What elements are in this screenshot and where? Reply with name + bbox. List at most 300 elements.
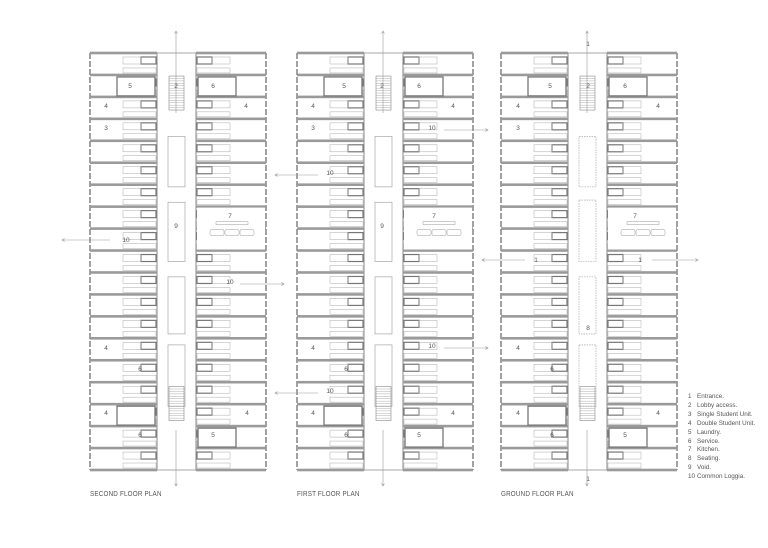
room-label: 4 xyxy=(516,345,520,352)
room-label: 3 xyxy=(311,125,315,132)
room-label: 5 xyxy=(548,83,552,90)
legend-number: 9 xyxy=(688,464,692,472)
desk xyxy=(330,287,363,292)
party-wall xyxy=(196,52,266,55)
desk xyxy=(123,200,156,205)
wardrobe xyxy=(212,145,230,152)
wardrobe xyxy=(419,255,437,262)
desk xyxy=(197,287,230,292)
legend-item xyxy=(688,464,755,473)
wardrobe xyxy=(123,276,141,283)
wardrobe xyxy=(330,276,348,283)
wardrobe xyxy=(123,189,141,196)
desk xyxy=(608,156,641,161)
legend-item xyxy=(688,429,755,438)
desk xyxy=(330,134,363,139)
second-floor-plan-title: SECOND FLOOR PLAN xyxy=(90,491,162,498)
wardrobe xyxy=(419,145,437,152)
desk xyxy=(608,309,641,314)
bathroom-pod xyxy=(141,452,156,459)
wardrobe xyxy=(212,408,230,415)
legend-item xyxy=(688,411,755,420)
bathroom-pod xyxy=(348,123,363,130)
party-wall xyxy=(403,359,473,362)
bathroom-pod xyxy=(141,342,156,349)
desk xyxy=(534,397,567,402)
desk xyxy=(330,244,363,249)
kitchen-area xyxy=(404,208,472,250)
legend-label: Double Student Unit. xyxy=(697,419,756,427)
void xyxy=(375,277,392,334)
bathroom-pod xyxy=(348,233,363,240)
wardrobe xyxy=(534,189,552,196)
room-label: 6 xyxy=(417,83,421,90)
party-wall xyxy=(403,139,473,142)
bathroom-pod xyxy=(552,57,567,64)
wardrobe xyxy=(623,342,641,349)
legend-label: Laundry. xyxy=(697,428,722,436)
party-wall xyxy=(501,227,568,230)
party-wall xyxy=(403,403,473,406)
party-wall xyxy=(501,249,568,252)
void xyxy=(375,202,392,261)
desk xyxy=(330,463,363,468)
party-wall xyxy=(196,403,266,406)
bathroom-pod xyxy=(197,189,212,196)
bathroom-pod xyxy=(552,189,567,196)
bathroom-pod xyxy=(348,430,363,437)
wardrobe xyxy=(123,320,141,327)
bathroom-pod xyxy=(197,255,212,262)
bathroom-pod xyxy=(404,276,419,283)
party-wall xyxy=(297,139,364,142)
desk xyxy=(123,222,156,227)
party-wall xyxy=(501,205,568,208)
party-wall xyxy=(196,183,266,186)
room-label: 4 xyxy=(656,103,660,110)
wardrobe xyxy=(534,167,552,174)
wardrobe xyxy=(534,123,552,130)
bathroom-pod xyxy=(197,57,212,64)
room-label: 4 xyxy=(451,103,455,110)
party-wall xyxy=(297,271,364,274)
desk xyxy=(330,68,363,73)
bathroom-pod xyxy=(141,211,156,218)
wardrobe xyxy=(623,276,641,283)
party-wall xyxy=(501,337,568,340)
bathroom-pod xyxy=(552,342,567,349)
party-wall xyxy=(501,381,568,384)
party-wall xyxy=(403,425,473,428)
bathroom-pod xyxy=(552,276,567,283)
wardrobe xyxy=(419,276,437,283)
party-wall xyxy=(196,359,266,362)
desk xyxy=(534,178,567,183)
desk xyxy=(330,222,363,227)
party-wall xyxy=(196,271,266,274)
wardrobe xyxy=(419,298,437,305)
bathroom-pod xyxy=(197,342,212,349)
party-wall xyxy=(607,315,677,318)
wardrobe xyxy=(623,364,641,371)
legend-number: 2 xyxy=(688,401,692,409)
void xyxy=(375,136,392,186)
party-wall xyxy=(607,118,677,121)
room-label: 10 xyxy=(428,125,436,132)
desk xyxy=(123,112,156,117)
desk xyxy=(534,309,567,314)
void xyxy=(375,345,392,406)
bathroom-pod xyxy=(404,167,419,174)
party-wall xyxy=(90,381,157,384)
desk xyxy=(197,68,230,73)
desk xyxy=(197,178,230,183)
bathroom-pod xyxy=(141,123,156,130)
legend-item xyxy=(688,438,755,447)
party-wall xyxy=(607,183,677,186)
party-wall xyxy=(90,359,157,362)
party-wall xyxy=(90,161,157,164)
bathroom-pod xyxy=(348,276,363,283)
desk xyxy=(330,353,363,358)
room-label: 5 xyxy=(623,432,627,439)
service-core xyxy=(198,428,236,447)
bathroom-pod xyxy=(141,167,156,174)
desk xyxy=(197,331,230,336)
bathroom-pod xyxy=(141,233,156,240)
desk xyxy=(197,353,230,358)
party-wall xyxy=(501,161,568,164)
party-wall xyxy=(403,74,473,77)
wardrobe xyxy=(623,189,641,196)
desk xyxy=(404,331,437,336)
room-label: 1 xyxy=(586,41,590,48)
party-wall xyxy=(403,315,473,318)
bathroom-pod xyxy=(141,189,156,196)
wardrobe xyxy=(123,255,141,262)
legend-label: Kitchen. xyxy=(697,446,720,454)
wardrobe xyxy=(123,167,141,174)
room-label: 7 xyxy=(432,213,436,220)
void xyxy=(168,202,185,261)
party-wall xyxy=(403,205,473,208)
desk xyxy=(534,244,567,249)
desk xyxy=(608,287,641,292)
room-label: 9 xyxy=(174,223,178,230)
room-label: 5 xyxy=(128,83,132,90)
legend-item xyxy=(688,446,755,455)
party-wall xyxy=(297,227,364,230)
room-label: 10 xyxy=(326,170,334,177)
service-core xyxy=(198,77,236,96)
party-wall xyxy=(297,74,364,77)
desk xyxy=(404,309,437,314)
wardrobe xyxy=(623,408,641,415)
bathroom-pod xyxy=(197,123,212,130)
wardrobe xyxy=(212,364,230,371)
party-wall xyxy=(403,381,473,384)
party-wall xyxy=(501,403,568,406)
wardrobe xyxy=(123,57,141,64)
party-wall xyxy=(607,139,677,142)
service-core xyxy=(117,406,155,425)
wardrobe xyxy=(330,101,348,108)
wardrobe xyxy=(419,57,437,64)
bathroom-pod xyxy=(197,452,212,459)
bathroom-pod xyxy=(608,342,623,349)
service-core xyxy=(117,77,155,96)
wardrobe xyxy=(330,233,348,240)
bathroom-pod xyxy=(348,167,363,174)
bathroom-pod xyxy=(404,386,419,393)
bathroom-pod xyxy=(348,386,363,393)
desk xyxy=(197,419,230,424)
room-label: 6 xyxy=(344,432,348,439)
room-label: 6 xyxy=(138,366,142,373)
wardrobe xyxy=(330,342,348,349)
wardrobe xyxy=(534,320,552,327)
wardrobe xyxy=(123,145,141,152)
room-label: 10 xyxy=(226,279,234,286)
room-label: 4 xyxy=(516,410,520,417)
room-label: 5 xyxy=(211,432,215,439)
legend xyxy=(688,393,755,482)
bathroom-pod xyxy=(552,386,567,393)
desk xyxy=(197,265,230,270)
room-label: 4 xyxy=(104,345,108,352)
party-wall xyxy=(196,337,266,340)
room-label: 4 xyxy=(311,345,315,352)
desk xyxy=(197,200,230,205)
room-label: 2 xyxy=(174,83,178,90)
desk xyxy=(123,397,156,402)
party-wall xyxy=(196,469,266,472)
party-wall xyxy=(297,381,364,384)
bathroom-pod xyxy=(141,101,156,108)
wardrobe xyxy=(212,123,230,130)
desk xyxy=(404,419,437,424)
party-wall xyxy=(297,118,364,121)
ground-floor-plan xyxy=(501,31,677,486)
desk xyxy=(330,309,363,314)
bathroom-pod xyxy=(404,57,419,64)
room-label: 2 xyxy=(586,83,590,90)
room-label: 5 xyxy=(342,83,346,90)
room-label: 3 xyxy=(516,125,520,132)
bathroom-pod xyxy=(348,255,363,262)
desk xyxy=(404,112,437,117)
desk xyxy=(534,375,567,380)
desk xyxy=(608,397,641,402)
party-wall xyxy=(90,315,157,318)
bathroom-pod xyxy=(404,101,419,108)
party-wall xyxy=(90,52,157,55)
bathroom-pod xyxy=(404,189,419,196)
desk xyxy=(404,353,437,358)
party-wall xyxy=(403,469,473,472)
party-wall xyxy=(607,403,677,406)
party-wall xyxy=(196,205,266,208)
party-wall xyxy=(607,74,677,77)
party-wall xyxy=(501,74,568,77)
legend-number: 5 xyxy=(688,428,692,436)
party-wall xyxy=(403,183,473,186)
desk xyxy=(404,265,437,270)
desk xyxy=(123,265,156,270)
bathroom-pod xyxy=(552,211,567,218)
desk xyxy=(123,68,156,73)
bathroom-pod xyxy=(348,342,363,349)
bathroom-pod xyxy=(141,386,156,393)
wardrobe xyxy=(330,255,348,262)
party-wall xyxy=(90,227,157,230)
wardrobe xyxy=(534,342,552,349)
wardrobe xyxy=(212,167,230,174)
bathroom-pod xyxy=(141,255,156,262)
bathroom-pod xyxy=(404,123,419,130)
legend-item xyxy=(688,393,755,402)
service-core xyxy=(609,428,647,447)
seating-planter xyxy=(579,136,596,186)
room-label: 5 xyxy=(417,432,421,439)
party-wall xyxy=(90,205,157,208)
bathroom-pod xyxy=(348,189,363,196)
room-label: 8 xyxy=(586,325,590,332)
wardrobe xyxy=(534,233,552,240)
desk xyxy=(197,112,230,117)
room-label: 7 xyxy=(228,213,232,220)
room-label: 2 xyxy=(380,83,384,90)
desk xyxy=(197,134,230,139)
bathroom-pod xyxy=(404,145,419,152)
bathroom-pod xyxy=(348,452,363,459)
room-label: 7 xyxy=(633,213,637,220)
desk xyxy=(534,353,567,358)
wardrobe xyxy=(330,123,348,130)
desk xyxy=(123,134,156,139)
second-floor-plan xyxy=(90,31,266,486)
bathroom-pod xyxy=(552,233,567,240)
wardrobe xyxy=(623,123,641,130)
wardrobe xyxy=(623,145,641,152)
room-label: 10 xyxy=(122,237,130,244)
party-wall xyxy=(196,161,266,164)
party-wall xyxy=(607,337,677,340)
party-wall xyxy=(90,183,157,186)
desk xyxy=(404,375,437,380)
desk xyxy=(608,419,641,424)
desk xyxy=(608,112,641,117)
party-wall xyxy=(403,52,473,55)
legend-number: 3 xyxy=(688,410,692,418)
desk xyxy=(123,331,156,336)
wardrobe xyxy=(212,255,230,262)
party-wall xyxy=(403,161,473,164)
wardrobe xyxy=(623,298,641,305)
legend-number: 8 xyxy=(688,455,692,463)
bathroom-pod xyxy=(141,364,156,371)
wardrobe xyxy=(212,386,230,393)
room-label: 4 xyxy=(656,410,660,417)
desk xyxy=(534,134,567,139)
bathroom-pod xyxy=(552,364,567,371)
bathroom-pod xyxy=(552,255,567,262)
party-wall xyxy=(607,359,677,362)
room-label: 3 xyxy=(104,125,108,132)
desk xyxy=(404,134,437,139)
room-label: 10 xyxy=(326,388,334,395)
room-label: 4 xyxy=(104,103,108,110)
wardrobe xyxy=(330,145,348,152)
party-wall xyxy=(90,337,157,340)
party-wall xyxy=(297,337,364,340)
desk xyxy=(123,353,156,358)
bathroom-pod xyxy=(608,57,623,64)
desk xyxy=(404,156,437,161)
bathroom-pod xyxy=(608,189,623,196)
wardrobe xyxy=(623,452,641,459)
first-floor-plan xyxy=(297,31,473,486)
bathroom-pod xyxy=(348,101,363,108)
room-label: 9 xyxy=(380,223,384,230)
wardrobe xyxy=(330,320,348,327)
bathroom-pod xyxy=(552,298,567,305)
desk xyxy=(608,68,641,73)
desk xyxy=(330,331,363,336)
wardrobe xyxy=(623,57,641,64)
desk xyxy=(197,156,230,161)
bathroom-pod xyxy=(197,386,212,393)
room-label: 1 xyxy=(586,476,590,483)
bathroom-pod xyxy=(608,167,623,174)
desk xyxy=(330,375,363,380)
void xyxy=(168,277,185,334)
room-label: 6 xyxy=(550,366,554,373)
legend-item xyxy=(688,402,755,411)
party-wall xyxy=(90,271,157,274)
wardrobe xyxy=(123,298,141,305)
desk xyxy=(404,200,437,205)
bathroom-pod xyxy=(608,452,623,459)
bathroom-pod xyxy=(404,408,419,415)
room-label: 1 xyxy=(534,257,538,264)
wardrobe xyxy=(212,342,230,349)
wardrobe xyxy=(123,452,141,459)
bathroom-pod xyxy=(608,298,623,305)
legend-item xyxy=(688,455,755,464)
desk xyxy=(534,463,567,468)
bathroom-pod xyxy=(197,276,212,283)
desk xyxy=(197,309,230,314)
wardrobe xyxy=(123,211,141,218)
desk xyxy=(330,397,363,402)
party-wall xyxy=(501,469,568,472)
party-wall xyxy=(196,293,266,296)
party-wall xyxy=(607,293,677,296)
bathroom-pod xyxy=(552,145,567,152)
bathroom-pod xyxy=(348,211,363,218)
desk xyxy=(534,200,567,205)
wardrobe xyxy=(123,101,141,108)
seating-planter xyxy=(579,345,596,406)
desk xyxy=(534,222,567,227)
desk xyxy=(123,375,156,380)
legend-label: Lobby access. xyxy=(697,401,738,409)
wardrobe xyxy=(123,342,141,349)
party-wall xyxy=(297,161,364,164)
party-wall xyxy=(501,447,568,450)
service-core xyxy=(528,77,566,96)
